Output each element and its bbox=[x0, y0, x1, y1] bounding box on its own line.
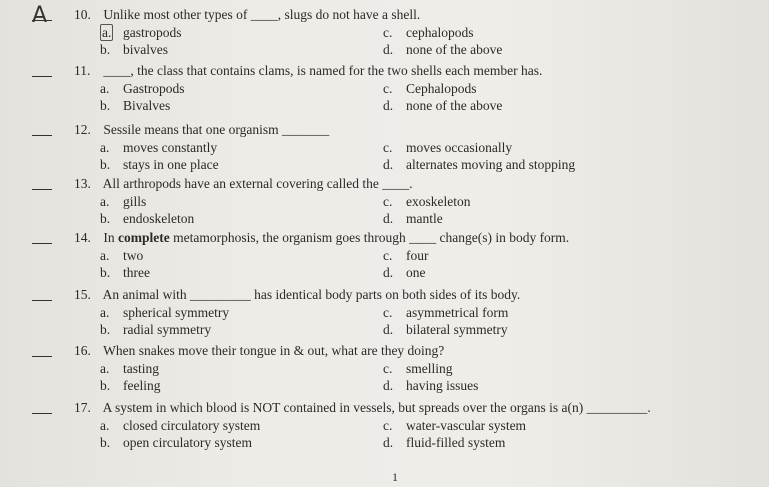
stem-text: In bbox=[103, 230, 115, 245]
option-text: three bbox=[123, 265, 150, 280]
option-text: bivalves bbox=[123, 42, 168, 57]
stem-blank: ____ bbox=[103, 63, 131, 78]
answer-blank[interactable] bbox=[32, 20, 52, 21]
option-text: moves constantly bbox=[123, 140, 218, 155]
option-d[interactable]: d. none of the above bbox=[383, 98, 503, 113]
option-text: alternates moving and stopping bbox=[406, 157, 576, 172]
stem-blank: _________ bbox=[586, 400, 648, 415]
option-b[interactable]: b. open circulatory system bbox=[100, 435, 252, 450]
written-answer: A bbox=[32, 3, 48, 28]
option-d[interactable]: d. having issues bbox=[383, 378, 479, 393]
option-text: Gastropods bbox=[123, 81, 185, 96]
option-d[interactable]: d. none of the above bbox=[383, 42, 503, 57]
option-text: gastropods bbox=[123, 25, 182, 40]
answer-blank[interactable] bbox=[32, 189, 52, 190]
option-c[interactable]: c. water-vascular system bbox=[383, 418, 527, 433]
stem-text: Unlike most other types of bbox=[103, 7, 248, 22]
stem-emphasis: complete bbox=[118, 230, 170, 245]
option-a[interactable]: a. moves constantly bbox=[100, 140, 218, 155]
question-stem bbox=[74, 7, 420, 23]
answer-blank[interactable] bbox=[32, 243, 52, 244]
option-text: endoskeleton bbox=[123, 211, 195, 226]
option-text: tasting bbox=[123, 361, 159, 376]
option-a[interactable]: a. two bbox=[100, 248, 144, 263]
question-stem bbox=[74, 400, 651, 416]
option-a[interactable]: a. gills bbox=[100, 194, 147, 209]
question-number: 13. bbox=[74, 176, 91, 191]
option-text: Cephalopods bbox=[406, 81, 477, 96]
question-stem bbox=[74, 122, 329, 138]
answer-blank[interactable] bbox=[32, 413, 52, 414]
answer-blank[interactable] bbox=[32, 300, 52, 301]
option-c[interactable]: c. asymmetrical form bbox=[383, 305, 509, 320]
stem-blank: ____ bbox=[409, 230, 437, 245]
option-text: stays in one place bbox=[123, 157, 219, 172]
option-text: fluid-filled system bbox=[406, 435, 506, 450]
option-text: gills bbox=[123, 194, 147, 209]
stem-blank: _______ bbox=[281, 122, 330, 137]
question-stem bbox=[74, 230, 569, 246]
question-stem bbox=[74, 287, 520, 303]
option-text: radial symmetry bbox=[123, 322, 212, 337]
question-number: 14. bbox=[74, 230, 91, 245]
question-number: 11. bbox=[74, 63, 91, 78]
option-text: closed circulatory system bbox=[123, 418, 261, 433]
option-b[interactable]: b. Bivalves bbox=[100, 98, 171, 113]
question-number: 15. bbox=[74, 287, 91, 302]
question-11 bbox=[0, 63, 769, 123]
stem-blank: _________ bbox=[190, 287, 251, 302]
question-stem bbox=[74, 343, 444, 359]
stem-text: All arthropods have an external covering called the bbox=[102, 176, 379, 191]
option-text: cephalopods bbox=[406, 25, 474, 40]
option-d[interactable]: d. fluid-filled system bbox=[383, 435, 506, 450]
question-number: 16. bbox=[74, 343, 91, 358]
option-c[interactable]: c. Cephalopods bbox=[383, 81, 477, 96]
stem-text: . bbox=[409, 176, 413, 191]
option-c[interactable]: c. cephalopods bbox=[383, 25, 474, 40]
option-text: having issues bbox=[406, 378, 479, 393]
option-b[interactable]: b. endoskeleton bbox=[100, 211, 195, 226]
option-b[interactable]: b. radial symmetry bbox=[100, 322, 212, 337]
option-c[interactable]: c. exoskeleton bbox=[383, 194, 471, 209]
option-text: none of the above bbox=[406, 42, 503, 57]
option-text: open circulatory system bbox=[123, 435, 252, 450]
option-text: water-vascular system bbox=[406, 418, 527, 433]
stem-text: , slugs do not have a shell. bbox=[277, 7, 421, 22]
answer-blank[interactable] bbox=[32, 76, 52, 77]
option-a[interactable]: a. tasting bbox=[100, 361, 159, 376]
answer-blank[interactable] bbox=[32, 356, 52, 357]
question-15 bbox=[0, 287, 769, 347]
stem-blank: ____ bbox=[250, 7, 278, 22]
option-c[interactable]: c. smelling bbox=[383, 361, 453, 376]
option-text: exoskeleton bbox=[406, 194, 471, 209]
option-c[interactable]: c. four bbox=[383, 248, 429, 263]
option-text: one bbox=[406, 265, 426, 280]
option-text: bilateral symmetry bbox=[406, 322, 508, 337]
question-16 bbox=[0, 343, 769, 403]
option-text: smelling bbox=[406, 361, 453, 376]
option-b[interactable]: b. bivalves bbox=[100, 42, 168, 57]
question-number: 10. bbox=[74, 7, 91, 22]
question-10 bbox=[0, 3, 769, 67]
option-text: two bbox=[123, 248, 144, 263]
answer-blank[interactable] bbox=[32, 135, 52, 136]
option-text: moves occasionally bbox=[406, 140, 513, 155]
question-number: 12. bbox=[74, 122, 91, 137]
stem-blank: ____ bbox=[382, 176, 410, 191]
option-d[interactable]: d. alternates moving and stopping bbox=[383, 157, 576, 172]
stem-text: A system in which blood is NOT contained in vessels, but spreads over the organs is a(n) bbox=[102, 400, 584, 415]
stem-text: Sessile means that one organism bbox=[103, 122, 279, 137]
question-17 bbox=[0, 400, 769, 460]
stem-text: has identical body parts on both sides of its body. bbox=[254, 287, 521, 302]
option-d[interactable]: d. mantle bbox=[383, 211, 443, 226]
option-d[interactable]: d. bilateral symmetry bbox=[383, 322, 508, 337]
option-text: mantle bbox=[406, 211, 443, 226]
option-text: feeling bbox=[123, 378, 161, 393]
option-c[interactable]: c. moves occasionally bbox=[383, 140, 513, 155]
option-b[interactable]: b. stays in one place bbox=[100, 157, 219, 172]
option-a[interactable]: a. Gastropods bbox=[100, 81, 185, 96]
question-13 bbox=[0, 176, 769, 236]
option-text: Bivalves bbox=[123, 98, 171, 113]
stem-text: An animal with bbox=[102, 287, 187, 302]
option-b[interactable]: b. three bbox=[100, 265, 150, 280]
stem-text: change(s) in body form. bbox=[439, 230, 570, 245]
page-number: 1 bbox=[392, 470, 398, 484]
option-text: four bbox=[406, 248, 429, 263]
option-text: none of the above bbox=[406, 98, 503, 113]
question-12 bbox=[0, 122, 769, 182]
question-stem bbox=[74, 63, 542, 79]
stem-text: . bbox=[647, 400, 651, 415]
stem-text: When snakes move their tongue in & out, what are they doing? bbox=[103, 343, 445, 358]
option-b[interactable]: b. feeling bbox=[100, 378, 161, 393]
question-number: 17. bbox=[74, 400, 91, 415]
option-a[interactable]: a. gastropods bbox=[102, 25, 182, 40]
option-text: spherical symmetry bbox=[123, 305, 230, 320]
question-stem bbox=[74, 176, 413, 192]
option-d[interactable]: d. one bbox=[383, 265, 426, 280]
stem-text: , the class that contains clams, is named for the two shells each member has. bbox=[130, 63, 543, 78]
question-14 bbox=[0, 230, 769, 290]
option-a[interactable]: a. spherical symmetry bbox=[100, 305, 230, 320]
option-text: asymmetrical form bbox=[406, 305, 509, 320]
option-a[interactable]: a. closed circulatory system bbox=[100, 418, 261, 433]
stem-text: metamorphosis, the organism goes through bbox=[173, 230, 406, 245]
